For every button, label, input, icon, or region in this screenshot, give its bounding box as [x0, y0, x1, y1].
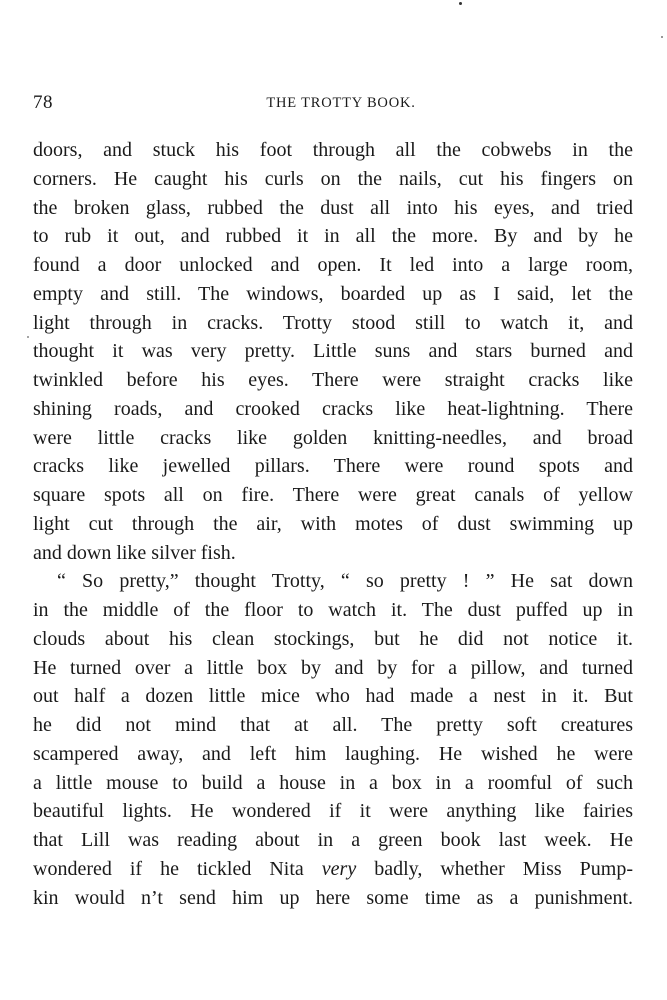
page-number: 78: [33, 92, 53, 113]
text-line: scampered away, and left him laughing. He wished he were: [33, 742, 633, 765]
text-line: shining roads, and crooked cracks like heat-lightning. There: [33, 397, 633, 420]
text-line: out half a dozen little mice who had made a nest in it. But: [33, 685, 633, 708]
page-header: [33, 92, 633, 118]
text-line: he did not mind that at all. The pretty soft creatures: [33, 714, 633, 736]
text-line: a little mouse to build a house in a box in a roomful of such: [33, 771, 633, 794]
text-line: were little cracks like golden knitting-needles, and broad: [33, 426, 633, 449]
text-line: in the middle of the floor to watch it. The dust puffed up in: [33, 599, 633, 621]
text-line: He turned over a little box by and by for a pillow, and turned: [33, 656, 633, 679]
text-line: light through in cracks. Trotty stood still to watch it, and: [33, 311, 633, 334]
text-line: corners. He caught his curls on the nails, cut his fingers on: [33, 167, 633, 190]
text-line: doors, and stuck his foot through all the cobwebs in the: [33, 139, 633, 161]
text-line: kin would n’t send him up here some time as a punishment.: [33, 886, 633, 909]
running-head: THE TROTTY BOOK.: [266, 95, 416, 111]
text-segment: wondered if he tickled Nita: [33, 857, 322, 880]
text-line: that Lill was reading about in a green book last week. He: [33, 829, 633, 851]
text-line: the broken glass, rubbed the dust all into his eyes, and tried: [33, 196, 633, 219]
text-line: twinkled before his eyes. There were straight cracks like: [33, 369, 633, 391]
text-line: beautiful lights. He wondered if it were anything like fairies: [33, 800, 633, 823]
text-line: thought it was very pretty. Little suns and stars burned and: [33, 340, 633, 363]
scan-speck: [661, 36, 663, 38]
text-line: to rub it out, and rubbed it in all the more. By and by he: [33, 225, 633, 248]
text-line: cracks like jewelled pillars. There were round spots and: [33, 455, 633, 478]
text-line: found a door unlocked and open. It led into a large room,: [33, 254, 633, 276]
text-line: light cut through the air, with motes of dust swimming up: [33, 512, 633, 535]
text-line: empty and still. The windows, boarded up as I said, let the: [33, 282, 633, 305]
text-segment: badly, whether Miss Pump-: [356, 857, 633, 880]
scan-speck: [459, 2, 462, 5]
text-line: square spots all on fire. There were great canals of yellow: [33, 484, 633, 506]
text-line: [33, 855, 633, 884]
body-text: [33, 136, 633, 912]
italic-emphasis: very: [321, 857, 357, 880]
text-line: clouds about his clean stockings, but he did not notice it.: [33, 627, 633, 650]
paragraph-end-line: and down like silver fish.: [33, 541, 236, 564]
paragraph-start-line: “ So pretty,” thought Trotty, “ so pretty ! ” He sat down: [57, 570, 633, 593]
scan-speck: [27, 336, 29, 338]
